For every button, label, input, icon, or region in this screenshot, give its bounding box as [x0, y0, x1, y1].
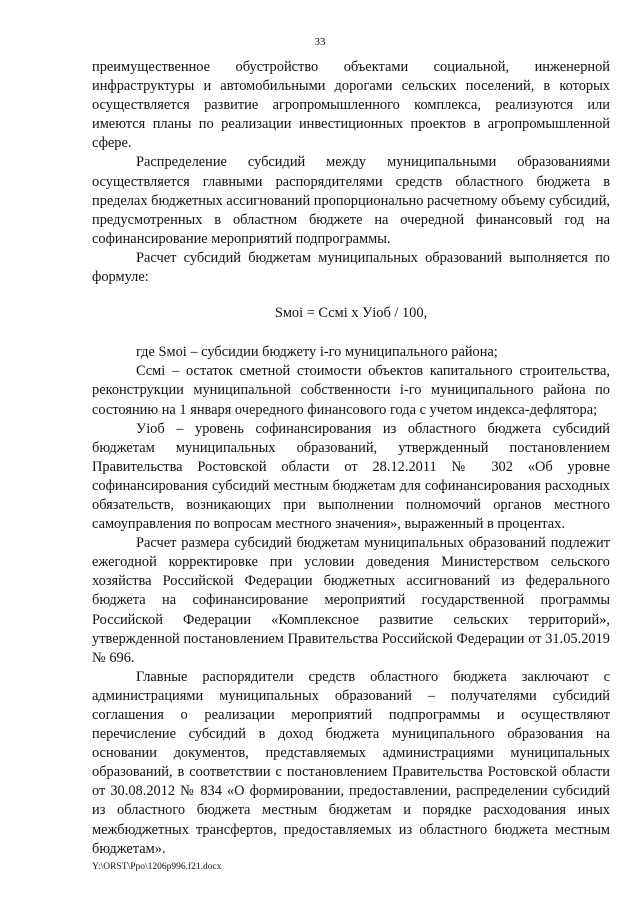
document-body [92, 58, 610, 859]
paragraph-formula-intro: Расчет субсидий бюджетам муниципальных образований выполняется по формуле: [92, 249, 610, 286]
definition-csm: Ссмi – остаток сметной стоимости объектов капитального строительства, реконструкции муниципальной собственности i-го муниципального района по состоянию на 1 января очередного финансового года с учетом индекса-дефлятора; [92, 363, 610, 418]
paragraph-distribution: Распределение субсидий между муниципальными образованиями осуществляется главными распорядителями средств областного бюджета в пределах бюджетных ассигнований пропорционально расчетному объему субсидий, предусмотренных в областном бюджете на очередной финансовый год на софинансирование мероприятий подпрограммы. [92, 154, 610, 247]
formula: Sмоi = Ссмi х Уiоб / 100, [274, 305, 428, 322]
page-number: 33 [314, 36, 326, 48]
footer-file-path: Y:\ORST\Ppo\1206p996.f21.docx [92, 862, 222, 872]
paragraph-adjustment: Расчет размера субсидий бюджетам муниципальных образований подлежит ежегодной корректировке при условии доведения Министерством сельского хозяйства Российской Федерации бюджетных ассигнований из федерального бюджета на софинансирование мероприятий государственной программы Российской Федерации «Комплексное развитие сельских территорий», утвержденной постановлением Правительства Российской Федерации от 31.05.2019 № 696. [92, 535, 610, 666]
definition-smo: где Sмоi – субсидии бюджету i-го муниципального района; [136, 344, 498, 361]
paragraph-agreements: Главные распорядители средств областного бюджета заключают с администрациями муниципальных образований – получателями субсидий соглашения о реализации мероприятий подпрограммы и осуществляют перечисление субсидий в доход бюджета муниципального образования на основании документов, представляемых администрациями муниципальных образований, в соответствии с постановлением Правительства Ростовской области от 30.08.2012 № 834 «О формировании, предоставлении, распределении субсидий из областного бюджета местным бюджетам и порядке расходования иных межбюджетных трансфертов, предоставляемых из областного бюджета местным бюджетам». [92, 668, 610, 857]
paragraph-continuation: преимущественное обустройство объектами социальной, инженерной инфраструктуры и автомобильными дорогами сельских поселений, в которых осуществляется развитие агропромышленного комплекса, реализуются или имеются планы по реализации инвестиционных проектов в агропромышленной сфере. [92, 59, 610, 152]
definition-uob: Уiоб – уровень софинансирования из областного бюджета субсидий бюджетам муниципальных образований, утвержденный постановлением Правительства Ростовской области от 28.12.2011 № 302 «Об уровне софинансирования субсидий местным бюджетам для софинансирования расходных обязательств, возникающих при выполнении полномочий органов местного самоуправления по вопросам местного значения», выраженный в процентах. [92, 420, 610, 533]
